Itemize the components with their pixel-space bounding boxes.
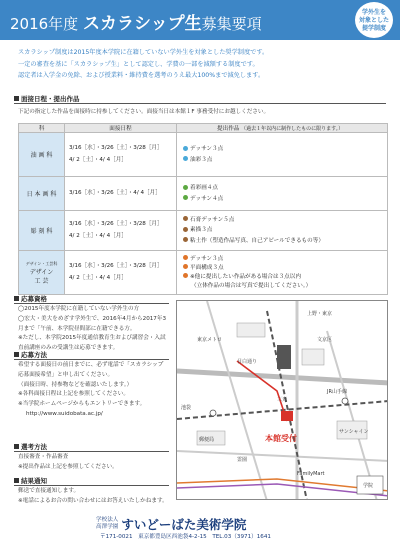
square-icon <box>14 296 19 301</box>
square-icon <box>14 352 19 357</box>
divider <box>14 303 169 304</box>
map-label: 文京区 <box>317 337 333 343</box>
schedule-heading <box>14 94 80 103</box>
square-icon <box>14 444 19 449</box>
subject-cell <box>19 251 65 295</box>
text-line: ※提出作品は上記を参照してください。 <box>18 463 118 470</box>
date-line: 3/16［水］・3/26［土］・3/28［月］ <box>69 221 163 227</box>
divider <box>14 485 169 486</box>
work-text: デッサン３点 <box>190 146 224 152</box>
green-dot-icon <box>183 185 188 190</box>
map-label: サンシャイン <box>339 429 369 435</box>
brown-dot-icon <box>183 237 188 242</box>
orange-dot-icon <box>183 264 188 269</box>
map-label: 目白通り <box>237 359 258 365</box>
access-map[interactable] <box>176 300 388 500</box>
divider <box>14 451 169 452</box>
table-row <box>19 211 388 251</box>
map-label: 三光 <box>277 397 288 403</box>
station-icon <box>210 410 216 416</box>
dates-cell <box>65 133 177 177</box>
square-icon <box>14 478 19 483</box>
map-label: 東京メトロ <box>197 337 223 343</box>
text-line: ※当学院ホームページからもエントリーできます。 <box>18 401 146 408</box>
works-cell <box>177 133 388 177</box>
route-line <box>177 484 388 496</box>
work-item <box>183 215 387 226</box>
col-subject: 科 <box>19 124 65 133</box>
divider <box>14 103 386 104</box>
work-text: 粘土作（塑造作品写真、自己アピールできるもの等） <box>190 237 324 244</box>
date-line: 4/ 2［土］・4/ 4［月］ <box>69 156 127 163</box>
text-line: （面接日時、持参物などを確認いたします。） <box>18 381 133 388</box>
text-line: 希望する面接日の前日までに、必ず電話で「スカラシップ応募面接希望」と申し出てください。 <box>18 362 164 378</box>
green-dot-icon <box>183 195 188 200</box>
intro-line: スカラシップ制度は2015年度本学院に在籍していない学外生を対象とした奨学制度です。 <box>18 49 269 56</box>
application-heading <box>14 350 47 359</box>
intro-line: 一定の審査を基に「スカラシップ生」として認定し、学費の一部を減額する制度です。 <box>18 60 259 68</box>
title-rest: 募集要項 <box>201 15 262 33</box>
work-item <box>183 183 387 194</box>
work-item <box>183 264 387 273</box>
eligibility-heading <box>14 294 47 303</box>
dates-cell <box>65 177 177 211</box>
badge-line: 提学制度 <box>361 25 386 32</box>
application-text <box>18 361 168 420</box>
work-item <box>183 236 387 247</box>
subject-cell: 日 本 画 科 <box>19 177 65 211</box>
dates-cell <box>65 211 177 251</box>
heading-text: 応募資格 <box>21 295 47 303</box>
work-text: デッサン４点 <box>190 195 224 202</box>
schedule-note: 下記の指定した作品を面接時に持参してください。面接当日は本館１F 事務受付にお越しください。 <box>18 109 270 115</box>
text-line: ※各科面接日程は上記を参照してください。 <box>18 391 129 398</box>
works-cell <box>177 211 388 251</box>
date-line: 3/16［水］・3/26［土］・4/ 4［月］ <box>69 189 161 196</box>
work-item <box>183 273 387 282</box>
text-line: ※電話によるお合の問い合わせにはお答えいたしかねます。 <box>18 497 168 504</box>
brown-dot-icon <box>183 216 188 221</box>
map-label: 池袋 <box>181 405 192 411</box>
schedule-table <box>18 123 388 295</box>
dates-cell <box>65 251 177 295</box>
result-heading <box>14 476 47 485</box>
badge-line: 対象とした <box>358 17 389 24</box>
map-label: FamilyMart <box>297 471 325 477</box>
heading-text: 選考方法 <box>21 443 47 451</box>
badge-line: 学外生を <box>361 9 386 16</box>
text-line: ◯2015年度本学院に在籍していない学外生の方 <box>18 306 140 312</box>
page-title <box>10 9 262 34</box>
divider <box>14 359 169 360</box>
work-text: 着彩画４点 <box>190 185 218 191</box>
map-block <box>237 323 265 337</box>
school-marker-icon <box>281 411 293 421</box>
intro-line: 認定者は入学金の免除、および授業料・維持費を選考のうえ最大100%まで減免します。 <box>18 72 265 79</box>
text-line: 直接審査・作品審査 <box>18 454 69 460</box>
work-text: デッサン３点 <box>190 255 224 262</box>
school-address: 〒171-0021 東京都豊島区西池袋4-2-15 TEL.03（3971）1641 <box>100 534 271 540</box>
brown-dot-icon <box>183 227 188 232</box>
orange-dot-icon <box>183 255 188 260</box>
map-drawing <box>177 301 388 500</box>
work-item <box>183 144 387 155</box>
eligibility-text <box>18 305 168 354</box>
road <box>177 451 388 461</box>
target-badge <box>355 2 393 38</box>
building-icon <box>277 345 291 369</box>
work-text: 素描３点 <box>190 227 213 234</box>
table-row <box>19 177 388 211</box>
work-item <box>183 255 387 264</box>
subject-line: デザイン <box>29 268 54 276</box>
date-line: 3/16［水］・3/26［土］・3/28［月］ <box>69 145 163 151</box>
col-works <box>177 124 388 133</box>
corp-line: 学校法人 <box>96 516 119 523</box>
blue-dot-icon <box>183 146 188 151</box>
work-item <box>183 225 387 236</box>
heading-text: 面接日程・提出作品 <box>21 95 80 103</box>
selection-heading <box>14 442 47 451</box>
intro-text <box>18 47 388 82</box>
col-works-label: 提出作品 <box>217 126 240 132</box>
square-icon <box>14 96 19 101</box>
heading-text: 応募方法 <box>21 351 47 359</box>
work-item <box>183 194 387 205</box>
col-dates: 面接日程 <box>65 124 177 133</box>
works-cell <box>177 251 388 295</box>
work-text: 油彩３点 <box>190 156 213 163</box>
map-label: 学院 <box>363 483 374 489</box>
orange-dot-icon <box>183 273 188 278</box>
map-label: 上野・東京 <box>307 311 333 317</box>
heading-text: 結果通知 <box>21 477 47 485</box>
selection-text <box>18 453 168 473</box>
road <box>327 331 377 500</box>
col-works-note: （過去１年以内に制作したものに限ります。） <box>241 126 344 132</box>
work-text: ※他に提出したい作品がある場合は３点以内 <box>190 273 301 280</box>
corp-line: 高澤学園 <box>96 523 119 530</box>
work-text: （立体作品の場合は写真で提出してください。） <box>191 282 312 289</box>
reception-label: 本館受付 <box>265 434 297 443</box>
header-banner <box>0 0 400 40</box>
text-line: ◯宏大・美大をめざす学外生で、2016年4月から2017年3月まで「午前、本学院昼間部に在籍できる方。 <box>18 315 167 332</box>
date-line: 3/16［水］・3/26［土］・3/28［月］ <box>69 263 163 269</box>
work-item <box>183 155 387 166</box>
school-corp <box>96 517 118 531</box>
station-icon <box>342 398 348 404</box>
blue-dot-icon <box>183 156 188 161</box>
website-link[interactable]: http://www.suidobata.ac.jp/ <box>26 410 103 417</box>
result-text <box>18 487 168 507</box>
subject-cell: 油 画 科 <box>19 133 65 177</box>
map-block <box>302 349 324 365</box>
map-label: 郵便局 <box>199 437 215 443</box>
work-text: 石膏デッサン５点 <box>190 216 235 223</box>
work-text: 平面構成３点 <box>190 264 224 271</box>
table-row <box>19 251 388 295</box>
map-label: JR山手線 <box>327 389 347 395</box>
title-year: 2016年度 <box>10 15 79 33</box>
text-line: ※ただし、本学院2015年度通信教育生および講習会・入試直前講座のみの受講生は応募できます。 <box>18 335 166 352</box>
subject-line: 工 芸 <box>34 277 49 285</box>
subject-small: デザイン・工芸科 <box>25 260 58 266</box>
text-line: 郵送で直接通知します。 <box>18 488 80 494</box>
works-cell <box>177 177 388 211</box>
table-row <box>19 133 388 177</box>
table-header-row <box>19 124 388 133</box>
date-line: 4/ 2［土］・4/ 4［月］ <box>69 274 127 281</box>
school-name: すいどーばた美術学院 <box>121 516 247 532</box>
school-logo <box>96 513 246 533</box>
date-line: 4/ 2［土］・4/ 4［月］ <box>69 232 127 239</box>
title-bold: スカラシップ生 <box>82 14 202 34</box>
subject-cell: 彫 刻 科 <box>19 211 65 251</box>
main-road <box>177 371 388 383</box>
map-label: 霊園 <box>237 457 248 463</box>
